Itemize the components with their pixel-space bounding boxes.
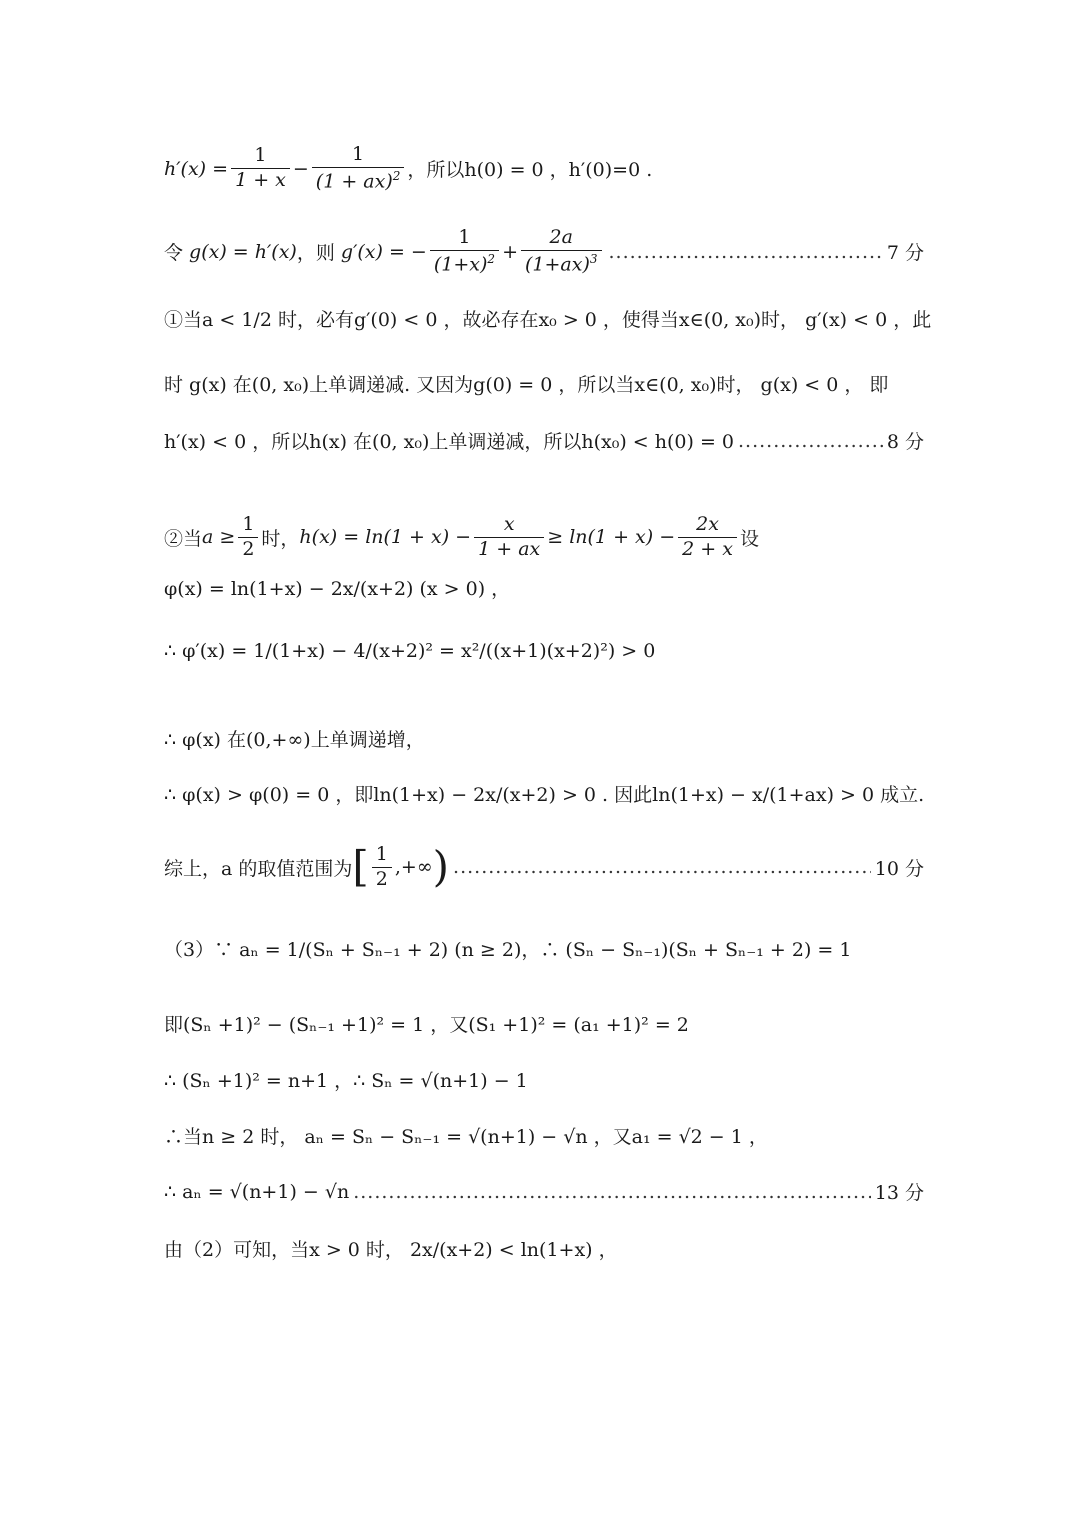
- line-13-text: 即(Sₙ +1)² − (Sₙ₋₁ +1)² = 1 ，又(S₁ +1)² = (a₁ +1)² = 2: [164, 1014, 689, 1036]
- line-10: [164, 780, 924, 807]
- line-4: [164, 370, 924, 397]
- leader-dots: [353, 1181, 871, 1203]
- line-8: [164, 640, 924, 662]
- score-7: 7 分: [886, 242, 924, 265]
- leader-dots: [453, 856, 871, 878]
- line-15-text: ∴当n ≥ 2 时， aₙ = Sₙ − Sₙ₋₁ = √(n+1) − √n ，又a₁ = √2 − 1 ，: [164, 1126, 768, 1148]
- fraction: $\frac{1}{1 + x}$: [231, 146, 290, 191]
- line-7-text: φ(x) = ln(1+x) − 2x/(x+2) (x > 0) ，: [164, 578, 511, 600]
- score-8: 8 分: [886, 431, 924, 453]
- line-15: [164, 1122, 924, 1149]
- fraction: $\frac{2a}{(1+ax)^3}$: [521, 228, 602, 275]
- line-14: [164, 1066, 924, 1093]
- line-16-text: ∴ aₙ = √(n+1) − √n: [164, 1180, 350, 1203]
- line-14-text: ∴ (Sₙ +1)² = n+1 ，∴ Sₙ = √(n+1) − 1: [164, 1070, 528, 1092]
- line-12: [164, 935, 924, 962]
- fraction: $\frac{x}{1 + ax}$: [474, 515, 544, 560]
- line-5: [164, 427, 924, 454]
- line-1-text: ，所以h(0) = 0 ，h′(0)=0 .: [407, 159, 653, 182]
- line-6-text: 设: [739, 527, 759, 550]
- fraction: $\frac{1}{2}$: [238, 515, 258, 560]
- line-11: 综上，a 的取值范围为 [ $\frac{1}{2}$ ,+∞ ) ..... 10 分: [164, 845, 924, 890]
- line-2: 令 g(x) = h′(x) ，则 g′(x) = − $\frac{1}{(1+x)^2}$ + $\frac{2a}{(1+ax)^3}$ ..... 7 分: [164, 228, 924, 275]
- line-3: [164, 305, 932, 332]
- line-9-text: ∴ φ(x) 在(0,+∞)上单调递增，: [164, 729, 425, 751]
- line-17-text: 由（2）可知，当x > 0 时， 2x/(x+2) < ln(1+x) ，: [164, 1239, 618, 1261]
- line-10-text: ∴ φ(x) > φ(0) = 0 ，即ln(1+x) − 2x/(x+2) > 0 . 因此ln(1+x) − x/(1+ax) > 0 成立.: [164, 784, 925, 806]
- fraction: $\frac{1}{2}$: [372, 845, 392, 890]
- line-9: [164, 725, 924, 752]
- line-17: [164, 1235, 924, 1262]
- line-8-text: ∴ φ′(x) = 1/(1+x) − 4/(x+2)² = x²/((x+1)(x+2)²) > 0: [164, 640, 656, 662]
- fraction: $\frac{1}{(1 + ax)^2}$: [312, 145, 405, 192]
- line-12-text: （3）∵ aₙ = 1/(Sₙ + Sₙ₋₁ + 2) (n ≥ 2)，∴ (Sₙ − Sₙ₋₁)(Sₙ + Sₙ₋₁ + 2) = 1: [164, 939, 852, 961]
- line-4-text: 时 g(x) 在(0, x₀)上单调递减. 又因为g(0) = 0 ，所以当x∈(0, x₀)时， g(x) < 0 ， 即: [164, 374, 889, 396]
- line-2-prefix: 令: [164, 242, 184, 265]
- fraction: $\frac{2x}{2 + x}$: [678, 515, 737, 560]
- line-16: [164, 1178, 924, 1205]
- score-10: 10 分: [874, 857, 924, 880]
- leader-dots: [609, 241, 883, 263]
- line-6: ②当 a ≥ $\frac{1}{2}$ 时， h(x) = ln(1 + x) − $\frac{x}{1 + ax}$ ≥ ln(1 + x) − $\frac{2x}{2 + x}$ 设: [164, 513, 759, 560]
- line-3-text: ①当a < 1/2 时，必有g′(0) < 0 ，故必存在x₀ > 0 ，使得当x∈(0, x₀)时， g′(x) < 0 ，此: [164, 309, 932, 331]
- line-11-text: 综上，a 的取值范围为: [164, 857, 353, 880]
- fraction: $\frac{1}{(1+x)^2}$: [430, 228, 499, 275]
- line-5-text: h′(x) < 0 ，所以h(x) 在(0, x₀)上单调递减，所以h(x₀) < h(0) = 0: [164, 431, 734, 453]
- line-7: [164, 574, 924, 601]
- leader-dots: [738, 430, 883, 452]
- line-2-mid: ，则: [296, 242, 335, 265]
- line-13: [164, 1010, 924, 1037]
- line-1: h′(x) = $\frac{1}{1 + x}$ − $\frac{1}{(1 + ax)^2}$ ，所以h(0) = 0 ，h′(0)=0 .: [164, 143, 653, 193]
- score-13: 13 分: [874, 1182, 924, 1204]
